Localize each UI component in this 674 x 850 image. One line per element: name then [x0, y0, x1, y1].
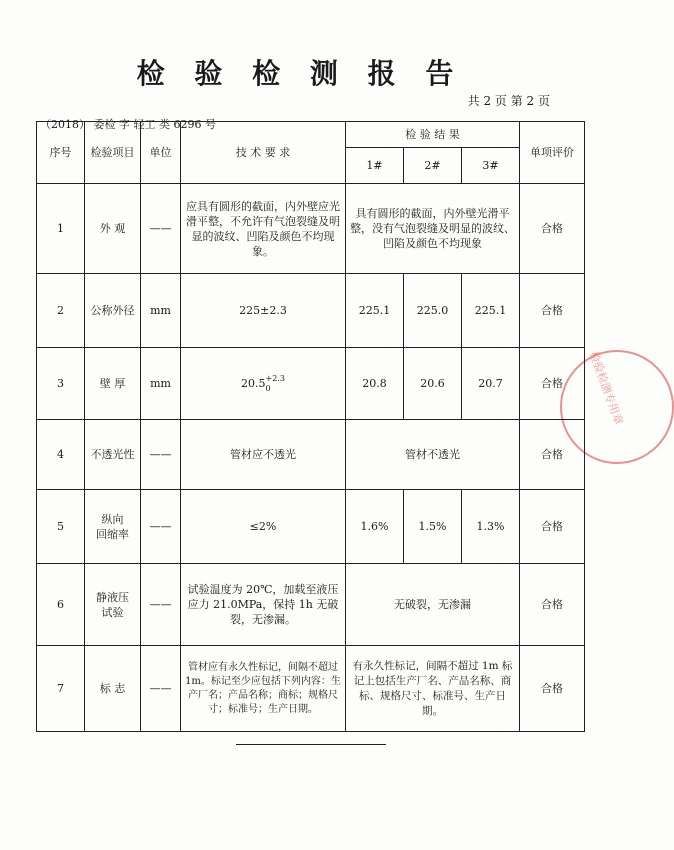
page-info: 共 2 页 第 2 页: [467, 94, 550, 108]
table-row: [37, 184, 585, 274]
row-seq: 4: [37, 420, 85, 490]
row-result-1: 225.1: [346, 274, 404, 348]
row-seq: 1: [37, 184, 85, 274]
table-row: [37, 420, 585, 490]
row-seq: 6: [37, 564, 85, 646]
row-requirement: ≤2%: [181, 490, 346, 564]
row-evaluation: 合格: [520, 420, 585, 490]
report-number: （2018） 委检 字 轻工 类 6296 号: [40, 118, 216, 131]
header-seq: 序号: [37, 122, 85, 184]
header-sample-3: 3#: [462, 148, 520, 184]
row-result-2: 1.5%: [404, 490, 462, 564]
row-item-line-1: 静液压: [96, 590, 129, 604]
row-result: 有永久性标记，间隔不超过 1m 标记上包括生产厂名、产品名称、商标、规格尺寸、标准号、生产日期。: [346, 646, 520, 732]
row-requirement: [181, 348, 346, 420]
header-sample-1: 1#: [346, 148, 404, 184]
header-results: 检 验 结 果: [346, 122, 520, 148]
row-unit: ——: [141, 490, 181, 564]
official-seal: 检验检测专用章: [560, 350, 674, 464]
row-requirement: 试验温度为 20℃，加载至液压应力 21.0MPa，保持 1h 无破裂，无渗漏。: [181, 564, 346, 646]
row-result-3: 225.1: [462, 274, 520, 348]
wall-thickness-upper-tolerance: +2.3: [265, 373, 285, 383]
row-item: 公称外径: [85, 274, 141, 348]
row-item-line-1: 纵向: [101, 512, 124, 526]
row-unit: ——: [141, 646, 181, 732]
row-result-2: 225.0: [404, 274, 462, 348]
row-unit: ——: [141, 420, 181, 490]
row-result-1: 1.6%: [346, 490, 404, 564]
page-title: 检 验 检 测 报 告: [136, 57, 464, 90]
row-unit: mm: [141, 274, 181, 348]
row-result-1: 20.8: [346, 348, 404, 420]
header-evaluation: 单项评价: [520, 122, 585, 184]
row-unit: mm: [141, 348, 181, 420]
row-item: [85, 564, 141, 646]
row-seq: 2: [37, 274, 85, 348]
row-evaluation: 合格: [520, 490, 585, 564]
row-evaluation: 合格: [520, 564, 585, 646]
row-result: 无破裂，无渗漏: [346, 564, 520, 646]
row-item: 标 志: [85, 646, 141, 732]
row-requirement: 管材应不透光: [181, 420, 346, 490]
row-result-2: 20.6: [404, 348, 462, 420]
row-requirement: 管材应有永久性标记，间隔不超过 1m。标记至少应包括下列内容：生产厂名；产品名称；商标；规格尺寸；标准号；生产日期。: [181, 646, 346, 732]
row-unit: ——: [141, 184, 181, 274]
inspection-table: [36, 121, 585, 732]
wall-thickness-base: 20.5: [241, 376, 266, 390]
end-rule: [236, 744, 386, 745]
table-row: [37, 646, 585, 732]
row-result: 管材不透光: [346, 420, 520, 490]
row-requirement: 225±2.3: [181, 274, 346, 348]
row-item: [85, 490, 141, 564]
table-header-row: [37, 122, 585, 148]
header-requirement: 技 术 要 求: [181, 122, 346, 184]
row-result-3: 1.3%: [462, 490, 520, 564]
row-requirement: 应具有圆形的截面，内外壁应光滑平整，不允许有气泡裂缝及明显的波纹、凹陷及颜色不均现象。: [181, 184, 346, 274]
header-unit: 单位: [141, 122, 181, 184]
row-result-3: 20.7: [462, 348, 520, 420]
row-seq: 7: [37, 646, 85, 732]
table-row: [37, 490, 585, 564]
row-evaluation: 合格: [520, 348, 585, 420]
header-item: 检验项目: [85, 122, 141, 184]
row-evaluation: 合格: [520, 274, 585, 348]
row-seq: 3: [37, 348, 85, 420]
header-sample-2: 2#: [404, 148, 462, 184]
table-row: [37, 564, 585, 646]
row-evaluation: 合格: [520, 184, 585, 274]
row-item: 壁 厚: [85, 348, 141, 420]
row-item-line-2: 试验: [101, 605, 124, 619]
table-row: [37, 348, 585, 420]
row-seq: 5: [37, 490, 85, 564]
row-result: 具有圆形的截面，内外壁光滑平整，没有气泡裂缝及明显的波纹、凹陷及颜色不均现象: [346, 184, 520, 274]
row-unit: ——: [141, 564, 181, 646]
row-item: 外 观: [85, 184, 141, 274]
row-evaluation: 合格: [520, 646, 585, 732]
row-item-line-2: 回缩率: [96, 527, 129, 541]
table-row: [37, 274, 585, 348]
row-item: 不透光性: [85, 420, 141, 490]
wall-thickness-lower-tolerance: 0: [265, 383, 271, 393]
